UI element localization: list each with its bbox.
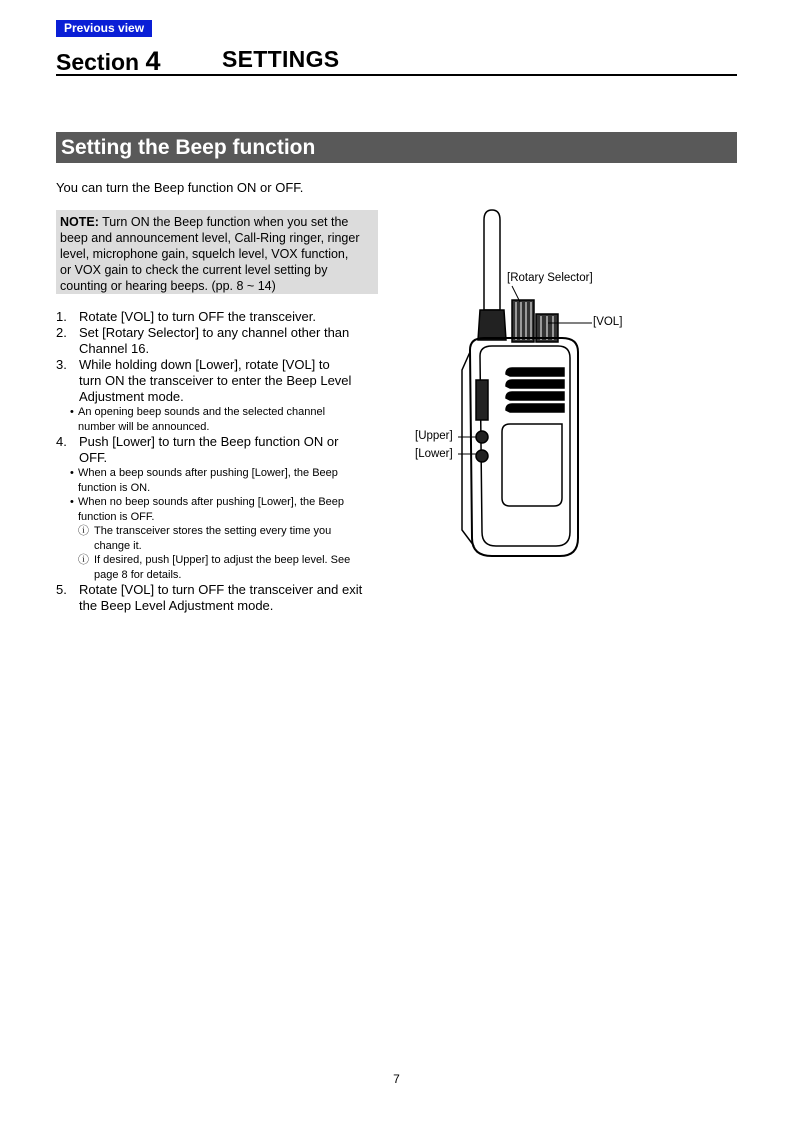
- section-label: Section 4: [56, 46, 161, 76]
- step-4-info-store: ⓘ The transceiver stores the setting every time you change it.: [78, 525, 332, 552]
- rotary-selector-callout: [Rotary Selector]: [507, 272, 593, 284]
- step-4: 4. Push [Lower] to turn the Beep function ON or OFF.: [56, 434, 339, 465]
- transceiver-illustration: [400, 200, 640, 570]
- intro-text: You can turn the Beep function ON or OFF.: [56, 180, 304, 195]
- note-box: NOTE: Turn ON the Beep function when you set the beep and announcement level, Call-Ring ringer, ringer level, microphone gain, squelch level, VOX function, or VOX gain to check the current level setting by counting or hearing beeps. (pp. 8 ~ 14): [56, 210, 378, 294]
- lower-callout: [Lower]: [415, 448, 453, 460]
- step-2: 2. Set [Rotary Selector] to any channel other than Channel 16.: [56, 325, 350, 356]
- section-header: [56, 42, 737, 76]
- step-3-bullet: • An opening beep sounds and the selected channel number will be announced.: [70, 406, 326, 433]
- info-icon: ⓘ: [78, 525, 89, 537]
- page-heading: Setting the Beep function: [56, 132, 737, 163]
- step-4-bullet-on: • When a beep sounds after pushing [Lower], the Beep function is ON.: [70, 467, 338, 494]
- step-1: 1. Rotate [VOL] to turn OFF the transceiver.: [56, 309, 316, 324]
- step-5: 5. Rotate [VOL] to turn OFF the transceiver and exit the Beep Level Adjustment mode.: [56, 582, 363, 613]
- step-3: 3. While holding down [Lower], rotate [VOL] to turn ON the transceiver to enter the Beep Level Adjustment mode.: [56, 357, 352, 404]
- upper-callout: [Upper]: [415, 430, 453, 442]
- step-4-info-upper: ⓘ If desired, push [Upper] to adjust the beep level. See page 8 for details.: [78, 554, 351, 581]
- note-label: NOTE:: [60, 215, 99, 229]
- step-list: [56, 309, 386, 614]
- info-icon: ⓘ: [78, 554, 89, 566]
- previous-view-button[interactable]: Previous view: [56, 20, 152, 37]
- page-number: 7: [393, 1072, 400, 1086]
- vol-callout: [VOL]: [593, 316, 623, 328]
- section-title: SETTINGS: [222, 46, 340, 72]
- section-number: 4: [145, 46, 161, 76]
- step-4-bullet-off: • When no beep sounds after pushing [Lower], the Beep function is OFF.: [70, 496, 345, 523]
